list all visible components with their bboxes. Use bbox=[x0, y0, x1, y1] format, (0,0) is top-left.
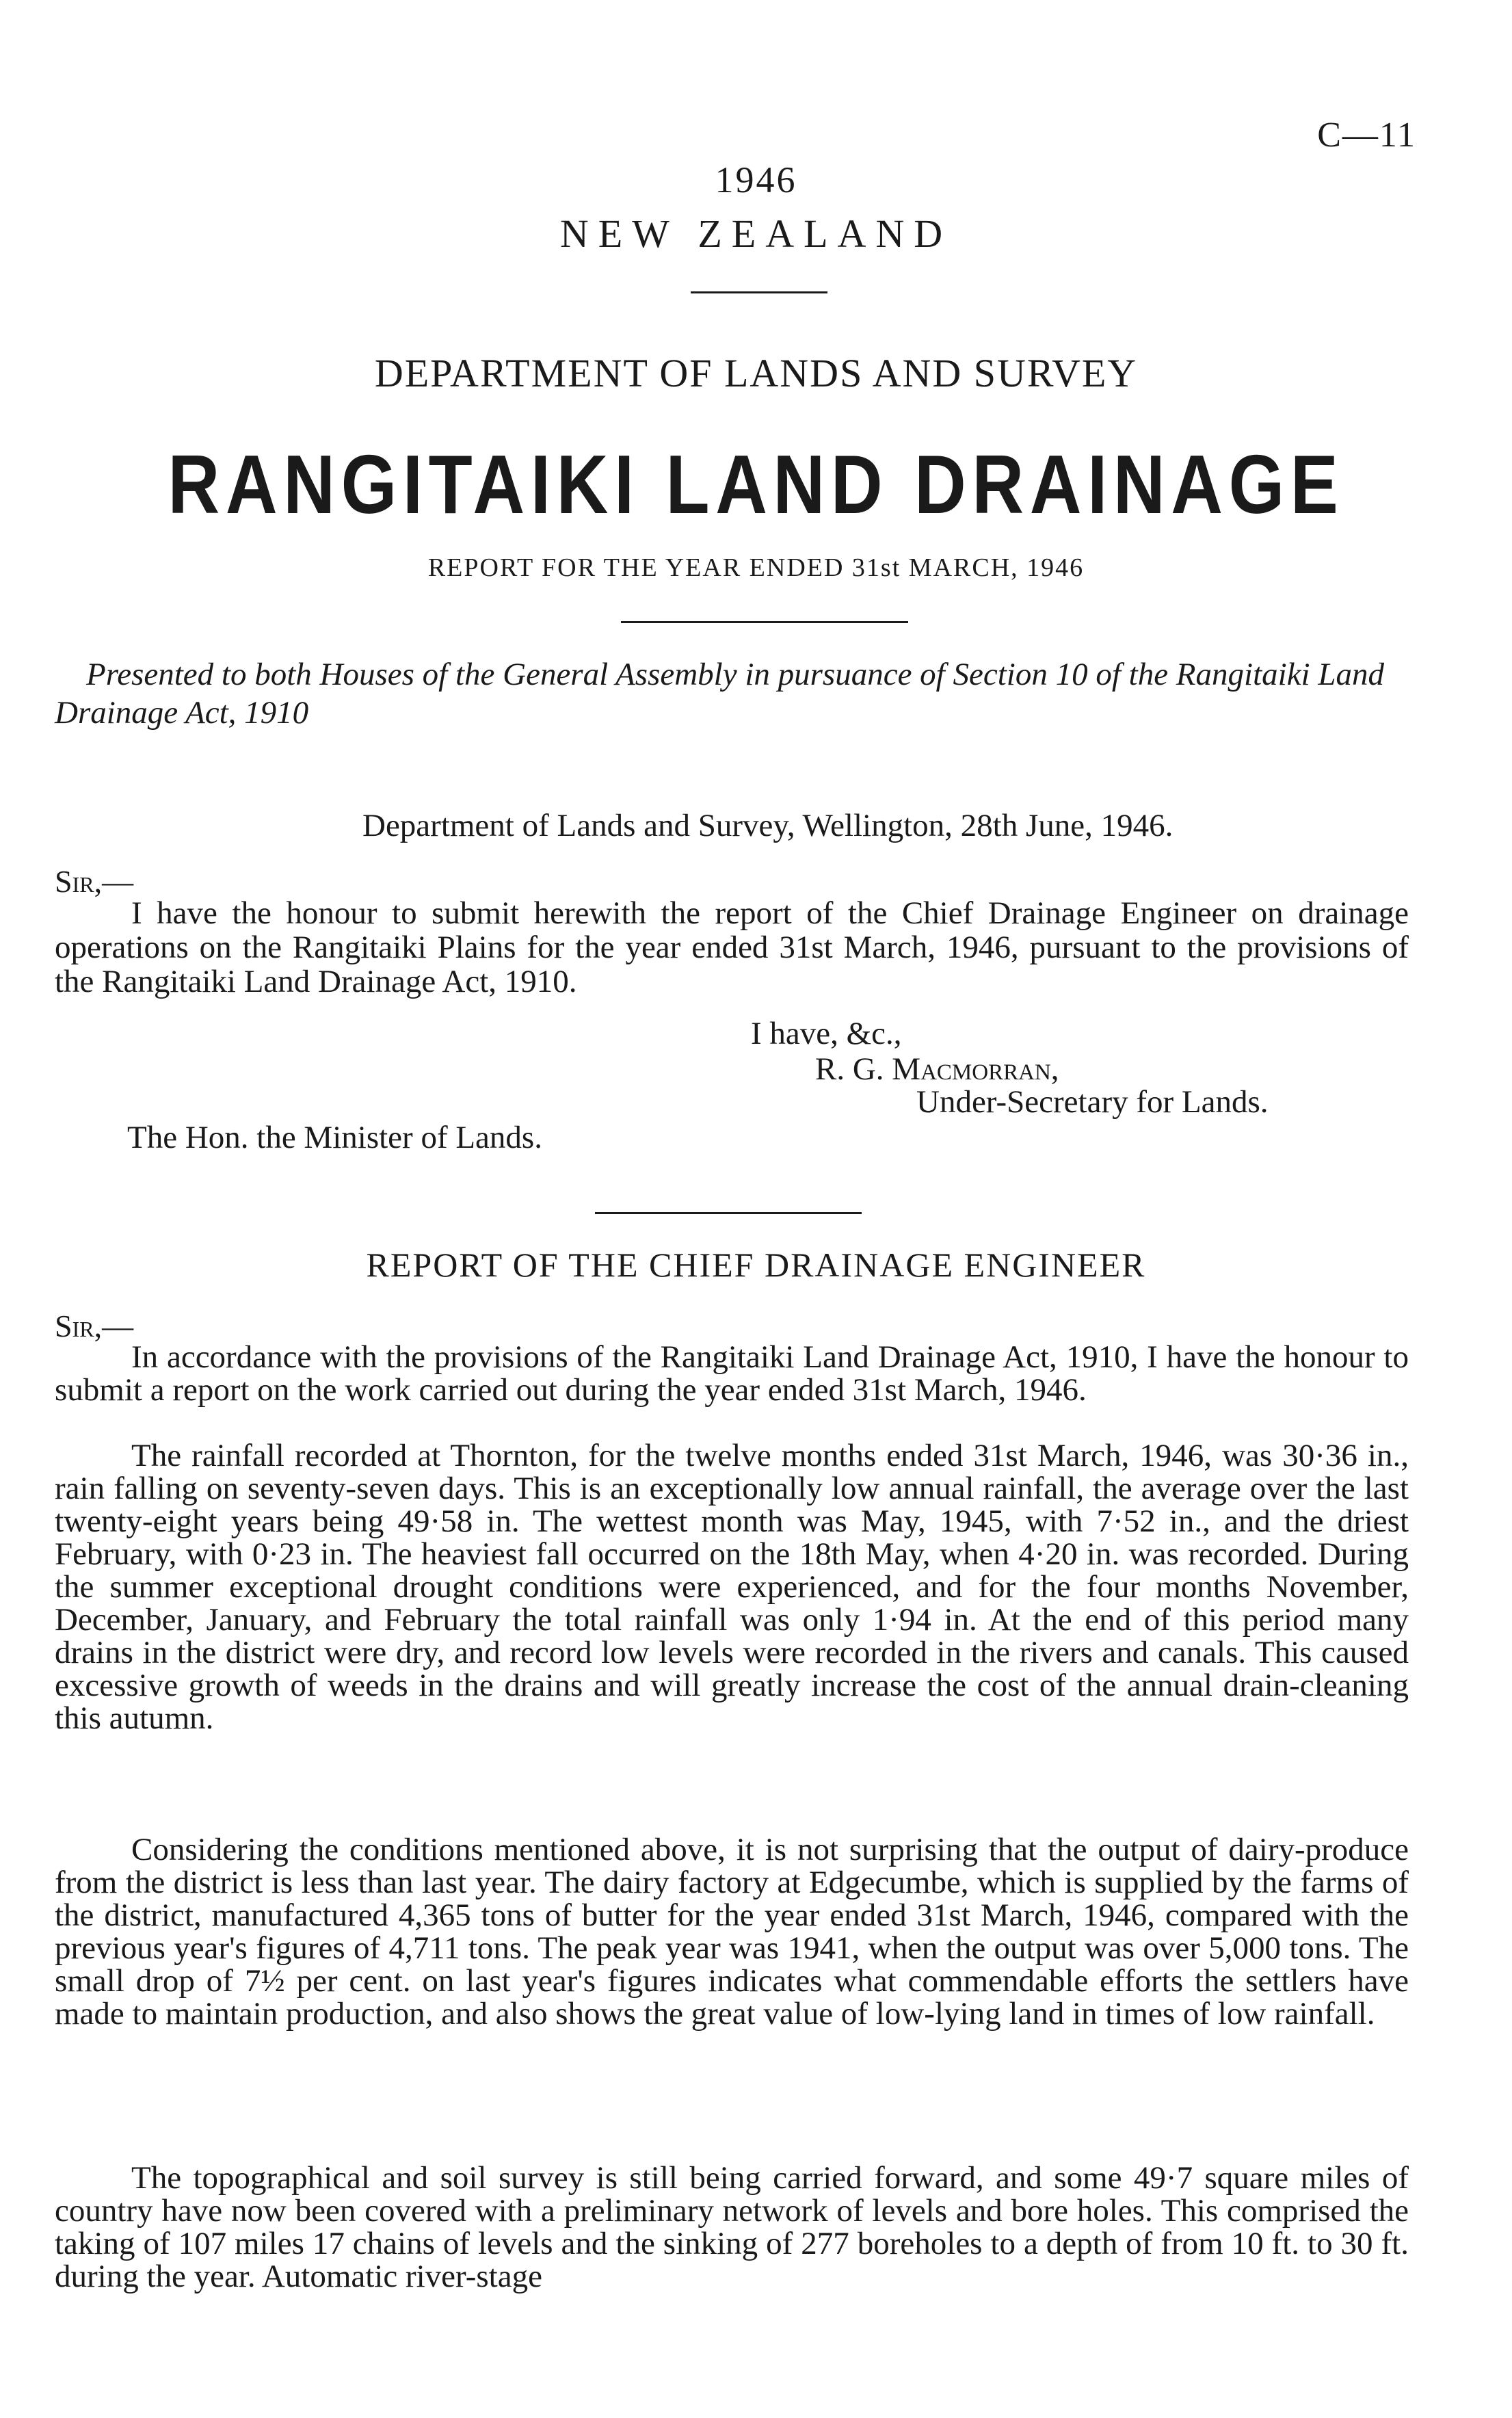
engineer-report-heading: REPORT OF THE CHIEF DRAINAGE ENGINEER bbox=[366, 1246, 1146, 1284]
report-paragraph-1: In accordance with the provisions of the Rangitaiki Land Drainage Act, 1910, I have the honour to submit a report on the work carried out during the year ended 31st March, 1946. bbox=[55, 1339, 1409, 1408]
rule-subtitle bbox=[621, 621, 908, 623]
letter-dateline: Department of Lands and Survey, Wellington, 28th June, 1946. bbox=[362, 808, 1173, 843]
report-paragraph-4: The topographical and soil survey is still being carried forward, and some 49·7 square miles of country have now been covered with a preliminary network of levels and bore holes. This comprised the taking of 107 miles 17 chains of levels and the sinking of 277 boreholes to a depth of from 10 ft. to 30 ft. during the year. Automatic river-stage bbox=[55, 2160, 1409, 2294]
rule-letter bbox=[595, 1212, 862, 1214]
report-paragraph-2: The rainfall recorded at Thornton, for the twelve months ended 31st March, 1946, was 30·36 in., rain falling on seventy-seven days. This is an exceptionally low annual rainfall, the average over the last twenty-eight years being 49·58 in. The wettest month was May, 1945, with 7·52 in., and the driest February, with 0·23 in. The heaviest fall occurred on the 18th May, when 4·20 in. was recorded. During the summer exceptional drought conditions were experienced, and for the four months November, December, January, and February the total rainfall was only 1·94 in. At the end of this period many drains in the district were dry, and record low levels were recorded in the rivers and canals. This caused excessive growth of weeds in the drains and will greatly increase the cost of the annual drain-cleaning this autumn. bbox=[55, 1438, 1409, 1736]
presented-note: Presented to both Houses of the General Assembly in pursuance of Section 10 of the Rangitaiki Land Drainage Act, 1910 bbox=[55, 657, 1384, 731]
page-code: C—11 bbox=[1317, 116, 1416, 155]
country: NEW ZEALAND bbox=[559, 211, 953, 256]
letter-salutation: Sir,— bbox=[55, 864, 134, 899]
report-title: RANGITAIKI LAND DRAINAGE bbox=[168, 438, 1344, 531]
letter-signatory-title: Under-Secretary for Lands. bbox=[916, 1084, 1269, 1120]
letter-signatory: R. G. Macmorran, bbox=[815, 1051, 1059, 1087]
letter-body: I have the honour to submit herewith the report of the Chief Drainage Engineer on drainage operations on the Rangitaiki Plains for the year ended 31st March, 1946, pursuant to the provisions of the Rangitaiki Land Drainage Act, 1910. bbox=[55, 895, 1409, 999]
letter-addressee: The Hon. the Minister of Lands. bbox=[127, 1120, 542, 1155]
report-paragraph-3: Considering the conditions mentioned above, it is not surprising that the output of dairy-produce from the district is less than last year. The dairy factory at Edgecumbe, which is supplied by the farms of the district, manufactured 4,365 tons of butter for the year ended 31st March, 1946, compared with the previous year's figures of 4,711 tons. The peak year was 1941, when the output was over 5,000 tons. The small drop of 7½ per cent. on last year's figures indicates what commendable efforts the settlers have made to maintain production, and also shows the great value of low-lying land in times of low rainfall. bbox=[55, 1832, 1409, 2032]
department-heading: DEPARTMENT OF LANDS AND SURVEY bbox=[374, 351, 1138, 395]
report-salutation: Sir,— bbox=[55, 1309, 134, 1343]
year: 1946 bbox=[715, 159, 797, 200]
rule-top bbox=[691, 291, 827, 293]
report-subtitle: REPORT FOR THE YEAR ENDED 31st MARCH, 1946 bbox=[427, 553, 1085, 582]
letter-closing: I have, &c., bbox=[751, 1016, 902, 1051]
